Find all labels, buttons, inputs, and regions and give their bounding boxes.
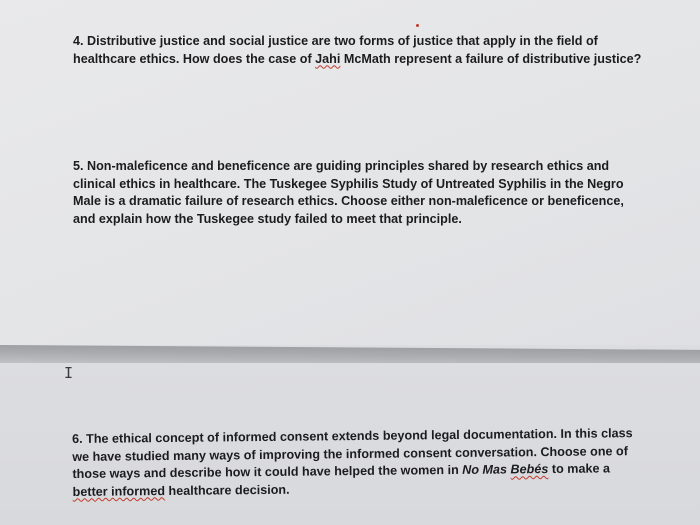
question-5-line-1: 5. Non-maleficence and beneficence are guiding principles shared by research ethics and: [73, 159, 610, 173]
question-4-line-2-end: McMath represent a failure of distributive justice?: [340, 51, 642, 66]
question-6: [72, 425, 633, 501]
question-6-line-1: 6. The ethical concept of informed consent extends beyond legal documentation. In this class: [72, 426, 633, 446]
question-4-line-1: 4. Distributive justice and social justice are two forms of justice that apply in the field of: [73, 34, 598, 48]
spellcheck-dot: [416, 24, 419, 27]
grammar-flagged-phrase[interactable]: better informed: [72, 483, 166, 499]
question-5-line-4: and explain how the Tuskegee study failed to meet that principle.: [73, 211, 462, 226]
film-title-flagged-word[interactable]: Bebés: [510, 462, 549, 477]
spelling-flagged-word[interactable]: Jahi: [315, 51, 341, 66]
question-5-line-3: Male is a dramatic failure of research ethics. Choose either non-maleficence or beneficence,: [73, 194, 624, 208]
question-5: [73, 158, 624, 228]
text-cursor-icon: I: [64, 364, 74, 382]
question-6-line-2: we have studied many ways of improving the informed consent conversation. Choose one of: [72, 443, 628, 464]
question-4-line-2: [73, 51, 641, 69]
question-6-line-3-end: to make a: [548, 461, 611, 477]
question-6-line-4-end: healthcare decision.: [164, 482, 290, 498]
question-4: [73, 33, 641, 68]
film-title-part-1: No Mas: [462, 462, 511, 477]
question-6-line-3-start: those ways and describe how it could have helped the women in: [72, 462, 463, 481]
question-4-line-2-start: healthcare ethics. How does the case of: [73, 51, 316, 66]
question-5-line-2: clinical ethics in healthcare. The Tuskegee Syphilis Study of Untreated Syphilis in the Negro: [73, 176, 624, 191]
